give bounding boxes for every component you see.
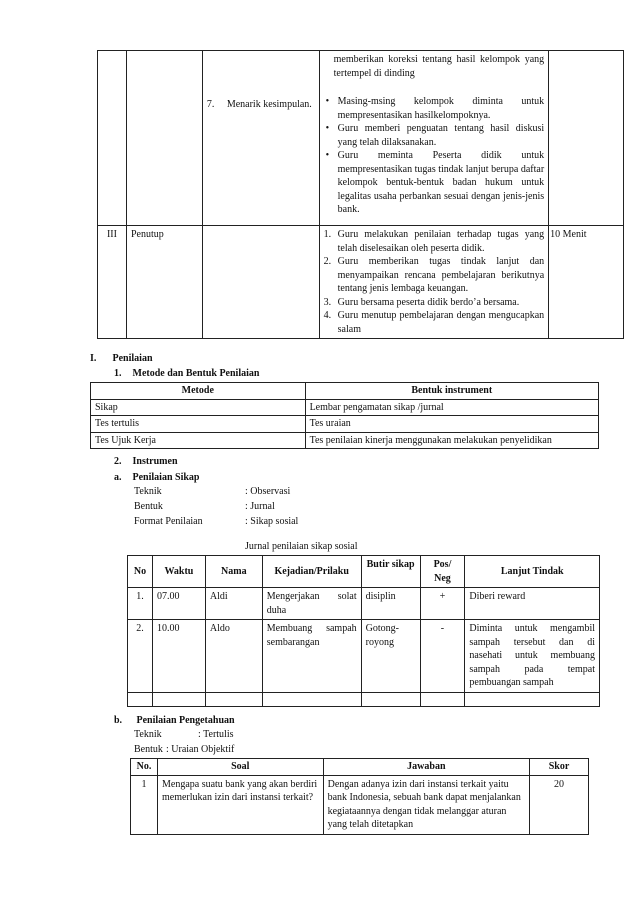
- step-number: 7.: [206, 99, 215, 110]
- subsection-heading: 2. Instrumen: [114, 456, 178, 467]
- subsection-heading: b. Penilaian Pengetahuan: [114, 715, 235, 726]
- journal-table: [127, 555, 600, 707]
- closing-activities: [319, 226, 549, 339]
- list-item: 3. Guru bersama peserta didik berdo’a bersama.: [323, 296, 520, 308]
- column-header: Soal: [157, 759, 323, 776]
- table-row: [98, 51, 624, 226]
- column-header: Waktu: [152, 556, 205, 588]
- step-label: Menarik kesimpulan.: [226, 99, 312, 110]
- table-row: 1 Mengapa suatu bank yang akan berdiri memerlukan izin dari instansi terkait? Dengan adanya izin dari instansi terkait yaitu bank Indonesia, sebuah bank dapat menjalankan kegiataannya dengan tidak melanggar aturan yang telah ditetapkan 20: [131, 775, 589, 834]
- table-header-row: [128, 556, 600, 588]
- phase-number: III: [98, 226, 127, 339]
- column-header: Jawaban: [323, 759, 529, 776]
- table-row: 1. 07.00 Aldi Mengerjakan solat duha disiplin + Diberi reward: [128, 588, 600, 620]
- table-row: [128, 692, 600, 706]
- table-caption: Jurnal penilaian sikap sosial: [245, 541, 358, 552]
- subsection-title: Metode dan Bentuk Penilaian: [132, 368, 260, 379]
- knowledge-table: [130, 758, 589, 835]
- knowledge-fields: Teknik : Tertulis Bentuk : Uraian Objektif: [134, 729, 235, 755]
- subsection-title: Penilaian Pengetahuan: [136, 715, 235, 726]
- section-number: I.: [90, 353, 97, 364]
- subsection-title: Instrumen: [132, 456, 178, 467]
- list-item: 1. Guru melakukan penilaian terhadap tugas yang telah diselesaikan oleh peserta didik.: [323, 229, 545, 254]
- column-header: Pos/ Neg: [420, 556, 465, 588]
- column-header: Nama: [205, 556, 262, 588]
- column-header: Lanjut Tindak: [465, 556, 600, 588]
- table-row: Tes tertulis Tes uraian: [91, 416, 599, 433]
- column-header: Kejadian/Prilaku: [262, 556, 361, 588]
- subsection-heading: 1. Metode dan Bentuk Penilaian: [114, 368, 260, 379]
- subsection-title: Penilaian Sikap: [132, 472, 200, 483]
- table-row: 2. 10.00 Aldo Membuang sampah sembarangan Gotong-royong - Diminta untuk mengambil sampah tersebut dan di nasehati untuk membuang sampah pada tempat pembuangan sampah: [128, 620, 600, 693]
- bullet-list: [324, 95, 545, 217]
- section-heading: [90, 352, 153, 366]
- table-header-row: [131, 759, 589, 776]
- time-allocation: 10 Menit: [549, 226, 624, 339]
- lesson-activity-table: [97, 50, 624, 339]
- list-item: • Guru memberi penguatan tentang hasil diskusi yang telah dilaksanakan.: [334, 122, 545, 149]
- table-header-row: [91, 383, 599, 400]
- phase-name: Penutup: [126, 226, 202, 339]
- activity-cell: [319, 51, 549, 226]
- column-header: No: [128, 556, 153, 588]
- column-header: No.: [131, 759, 158, 776]
- subsection-heading: a. Penilaian Sikap: [114, 472, 200, 483]
- intro-text: memberikan koreksi tentang hasil kelompok yang tertempel di dinding: [333, 54, 545, 79]
- section-title: Penilaian: [112, 353, 153, 364]
- list-item: • Masing-msing kelompok diminta untuk mempresentasikan hasilkelompoknya.: [334, 95, 545, 122]
- table-row: Sikap Lembar pengamatan sikap /jurnal: [91, 399, 599, 416]
- column-header: Metode: [91, 383, 306, 400]
- step-cell: [202, 51, 319, 226]
- table-row: [98, 226, 624, 339]
- column-header: Skor: [530, 759, 589, 776]
- list-item: 2. Guru memberikan tugas tindak lanjut dan menyampaikan rencana pembelajaran berikutnya tentang jenis lembaga keuangan.: [323, 256, 545, 294]
- table-row: Tes Ujuk Kerja Tes penilaian kinerja menggunakan melakukan penyelidikan: [91, 432, 599, 449]
- column-header: Butir sikap: [361, 556, 420, 588]
- method-table: [90, 382, 599, 449]
- list-item: • Guru meminta Peserta didik untuk mempresentasikan tugas tindak lanjut berupa daftar kelompok bentuk-bentuk badan hukum untuk legalitas usaha perbankan sesuai dengan jenis-jenis bank.: [334, 149, 545, 217]
- column-header: Bentuk instrument: [305, 383, 598, 400]
- attitude-fields: Teknik : Observasi Bentuk : Jurnal Format Penilaian : Sikap sosial: [134, 486, 299, 527]
- list-item: 4. Guru menutup pembelajaran dengan mengucapkan salam: [323, 310, 545, 335]
